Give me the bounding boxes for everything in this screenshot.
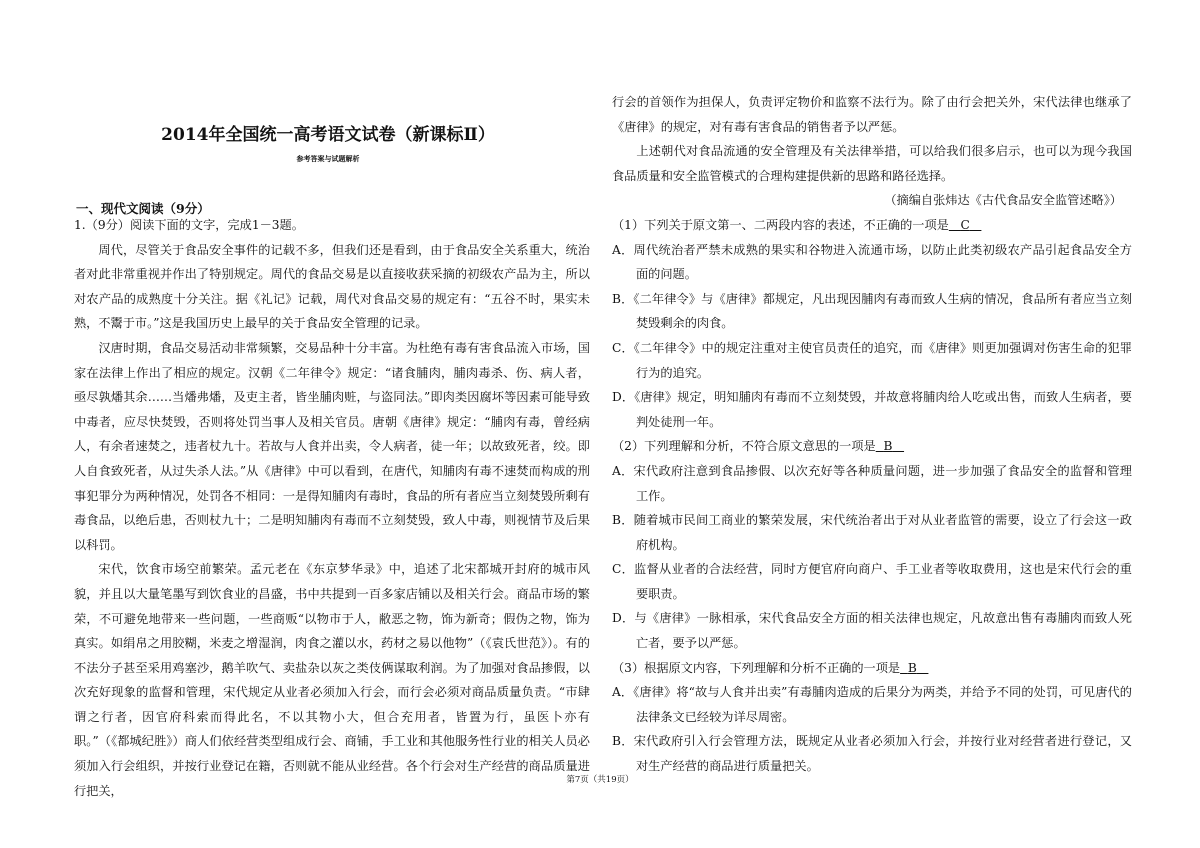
answer-letter: B — [907, 660, 917, 675]
passage-paragraph-2: 汉唐时期，食品交易活动非常频繁，交易品种十分丰富。为杜绝有毒有害食品流入市场，国家在法律上作出了相应的规定。汉朝《二年律令》规定：“诸食脯肉，脯肉毒杀、伤、病人者，亟尽孰燔其余……当燔弗燔，及吏主者，皆坐脯肉赃，与盗同法。”即肉类因腐坏等因素可能导致中毒者，应尽快焚毁，否则将处罚当事人及相关官员。唐朝《唐律》规定：“脯肉有毒，曾经病人，有余者速焚之，违者杖九十。若故与人食并出卖，令人病者，徒一年；以故致死者，绞。即人自食致死者，从过失杀人法。”从《唐律》中可以看到，在唐代，知脯肉有毒不速焚而构成的刑事犯罪分为两种情况，处罚各不相同：一是得知脯肉有毒时，食品的所有者应当立刻焚毁所剩有毒食品，以绝后患，否则杖九十；二是明知脯肉有毒而不立刻焚毁，致人中毒，则视情节及后果以科罚。 — [74, 340, 590, 552]
question-intro: 1.（9分）阅读下面的文字，完成1－3题。 — [74, 218, 304, 232]
answer-letter: C — [960, 217, 970, 232]
option-2c: C．监督从业者的合法经营，同时方便官府向商户、手工业者等收取费用，这也是宋代行会的重要职责。 — [612, 562, 1132, 601]
answer-letter: B — [883, 439, 893, 454]
question-3-text: （3）根据原文内容，下列理解和分析不正确的一项是 — [612, 660, 901, 675]
left-column-text — [74, 213, 590, 803]
option-2d: D．与《唐律》一脉相承，宋代食品安全方面的相关法律也规定，凡故意出售有毒脯肉而致人死亡者，要予以严惩。 — [612, 611, 1132, 651]
option-1b: B．《二年律令》与《唐律》都规定，凡出现因脯肉有毒而致人生病的情况，食品所有者应当立刻焚毁剩余的肉食。 — [612, 291, 1132, 331]
question-1-stem — [612, 213, 1132, 238]
option-1d: D．《唐律》规定，明知脯肉有毒而不立刻焚毁，并故意将脯肉给人吃或出售，而致人生病者，要判处徒刑一年。 — [612, 390, 1132, 429]
question-1-text: （1）下列关于原文第一、二两段内容的表述，不正确的一项是 — [612, 217, 949, 232]
right-column-text — [612, 90, 1132, 779]
option-3a: A．《唐律》将“故与人食并出卖”有毒脯肉造成的后果分为两类，并给予不同的处罚，可见唐代的法律条文已经较为详尽周密。 — [612, 685, 1132, 724]
passage-paragraph-4: 上述朝代对食品流通的安全管理及有关法律举措，可以给我们很多启示，也可以为现今我国食品质量和安全监管模式的合理构建提供新的思路和路径选择。 — [612, 144, 1132, 183]
page-footer: 第7页（共19页） — [566, 775, 634, 785]
page-title: 2014年全国统一高考语文试卷（新课标Ⅱ） — [161, 125, 495, 145]
passage-paragraph-3: 宋代，饮食市场空前繁荣。孟元老在《东京梦华录》中，追述了北宋都城开封府的城市风貌，并且以大量笔墨写到饮食业的昌盛，书中共提到一百多家店铺以及相关行会。商品市场的繁荣，不可避免地带来一些问题，一些商贩“以物市于人，敝恶之物，饰为新奇；假伪之物，饰为真实。如绢帛之用胶糊，米麦之增湿润，肉食之灌以水，药材之易以他物”（《袁氏世范》）。有的不法分子甚至采用鸡塞沙，鹅羊吹气、卖盐杂以灰之类伎俩谋取利润。为了加强对食品掺假，以次充好现象的监督和管理，宋代规定从业者必须加入行会，而行会必须对商品质量负责。“市肆谓之行者，因官府科索而得此名，不以其物小大，但合充用者，皆置为行，虽医卜亦有职。”（《都城纪胜》）商人们依经营类型组成行会、商铺，手工业和其他服务性行业的相关人员必须加入行会组织，并按行业登记在籍，否则就不能从业经营。各个行会对生产经营的商品质量进行把关， — [74, 562, 590, 798]
question-1-answer — [949, 218, 982, 232]
passage-continuation: 行会的首领作为担保人，负责评定物价和监察不法行为。除了由行会把关外，宋代法律也继承了《唐律》的规定，对有毒有害食品的销售者予以严惩。 — [612, 95, 1132, 134]
page-subtitle: 参考答案与试题解析 — [296, 154, 360, 163]
question-3-stem — [612, 656, 1132, 681]
option-3b: B．宋代政府引入行会管理方法，既规定从业者必须加入行会，并按行业对经营者进行登记，又对生产经营的商品进行质量把关。 — [612, 734, 1132, 774]
option-2b: B．随着城市民间工商业的繁荣发展，宋代统治者出于对从业者监管的需要，设立了行会这一政府机构。 — [612, 513, 1132, 552]
passage-source: （摘编自张炜达《古代食品安全监管述略》） — [884, 193, 1122, 208]
option-1a: A．周代统治者严禁未成熟的果实和谷物进入流通市场，以防止此类初级农产品引起食品安全方面的问题。 — [612, 242, 1132, 282]
question-2-stem — [612, 434, 1132, 459]
question-3-answer — [900, 661, 928, 675]
option-2a: A．宋代政府注意到食品掺假、以次充好等各种质量问题，进一步加强了食品安全的监督和管理工作。 — [612, 463, 1132, 503]
option-1c: C．《二年律令》中的规定注重对主使官员责任的追究，而《唐律》则更加强调对伤害生命的犯罪行为的追究。 — [612, 340, 1132, 380]
section-heading: 一、现代文阅读（9分） — [76, 201, 210, 216]
question-2-answer — [876, 439, 904, 453]
passage-paragraph-1: 周代，尽管关于食品安全事件的记载不多，但我们还是看到，由于食品安全关系重大，统治者对此非常重视并作出了特别规定。周代的食品交易是以直接收获采摘的初级农产品为主，所以对农产品的成熟度十分关注。据《礼记》记载，周代对食品交易的规定有：“五谷不时，果实未熟，不鬻于市。”这是我国历史上最早的关于食品安全管理的记录。 — [74, 242, 590, 331]
question-2-text: （2）下列理解和分析，不符合原文意思的一项是 — [612, 439, 876, 454]
